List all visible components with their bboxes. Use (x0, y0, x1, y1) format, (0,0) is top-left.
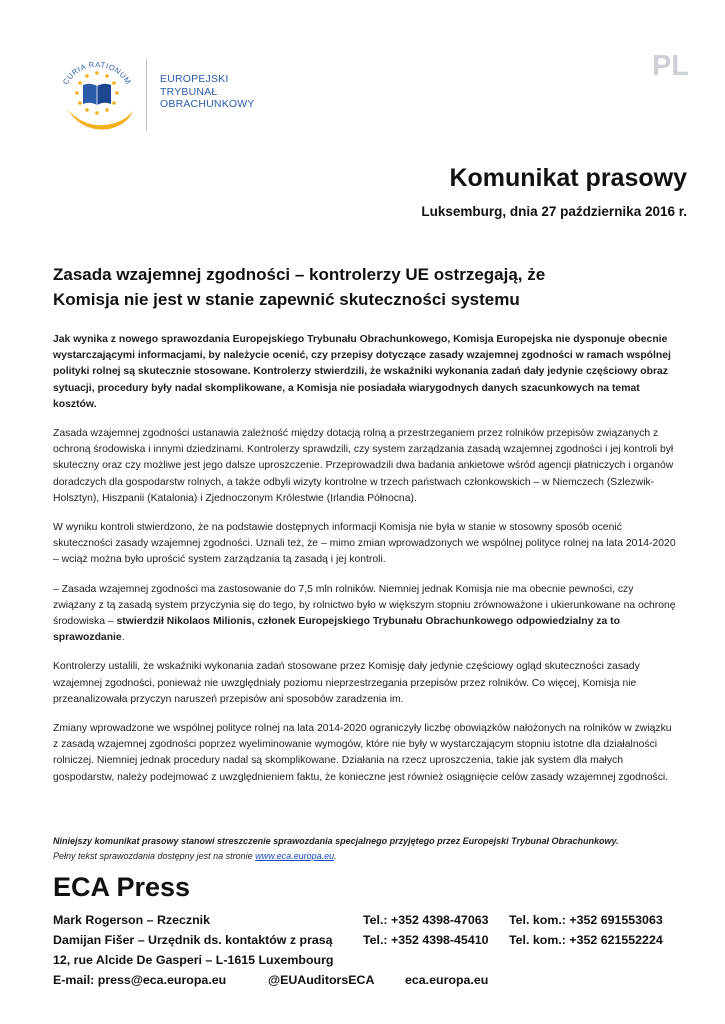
paragraph-3 (53, 582, 677, 647)
headline-line-1: Zasada wzajemnej zgodności – kontrolerzy UE ostrzegają, że (53, 265, 546, 284)
logo-ring-text: CURIA RATIONUM (60, 59, 134, 87)
website-link[interactable]: eca.europa.eu (405, 973, 489, 987)
contact-mobile[interactable]: Tel. kom.: +352 621552224 (509, 933, 663, 947)
org-name-line-3: OBRACHUNKOWY (160, 98, 255, 110)
twitter-handle[interactable]: @EUAuditorsECA (268, 973, 375, 987)
contact-row (53, 910, 683, 930)
contact-heading: ECA Press (53, 872, 191, 902)
contact-phone[interactable]: Tel.: +352 4398-47063 (363, 913, 489, 927)
contact-name: Mark Rogerson – Rzecznik (53, 913, 210, 927)
address-row (53, 950, 683, 970)
paragraph-2: W wyniku kontroli stwierdzono, że na podstawie dostępnych informacji Komisja nie była w stanie w stosowny sposób ocenić skuteczności zasady wzajemnej zgodności. Uznali też, że – mimo zmian wprowadzonych we wspólnej polityce rolnej na lata 2014-2020 – wciąż można było uprościć system zarządzania tą zasadą i jej kontroli. (53, 522, 676, 566)
org-name (160, 73, 255, 111)
contact-phone[interactable]: Tel.: +352 4398-45410 (363, 933, 489, 947)
headline (53, 262, 673, 312)
org-name-line-2: TRYBUNAŁ (160, 85, 218, 98)
open-book-icon (83, 84, 111, 105)
quote-end: . (121, 632, 125, 644)
quote-attribution: stwierdził Nikolaos Milionis, członek Europejskiego Trybunału Obrachunkowego odpowiedzialny za to sprawozdanie (53, 616, 620, 644)
note-prefix: Pełny tekst sprawozdania dostępny jest na stronie (53, 851, 253, 861)
contact-mobile[interactable]: Tel. kom.: +352 691553063 (509, 913, 663, 927)
online-contacts-row (53, 970, 683, 990)
body-text (53, 332, 677, 799)
report-link[interactable]: www.eca.europa.eu (255, 851, 335, 861)
editor-note (53, 834, 677, 864)
note-suffix: . (334, 851, 337, 861)
gold-swoosh-icon (67, 109, 133, 130)
paragraph-1: Zasada wzajemnej zgodności ustanawia zależność między dotacją rolną a przestrzeganiem przez rolników przepisów związanych z ochroną środowiska i innymi dziedzinami. Kontrolerzy sprawdzili, czy system zarządzania zasadą wzajemnej zgodności i jej kontroli był skuteczny oraz czy możliwe jest jego dalsze uproszczenie. Przeprowadzili dwa badania ankietowe wśród agencji płatniczych i organów doradczych dla gospodarstw rolnych, a także odbyli wizyty kontrolne w trzech państwach członkowskich – w Niemczech (Szlezwik-Holsztyn), Hiszpanii (Katalonia) i Zjednoczonym Królestwie (Irlandia Północna). (53, 428, 674, 504)
lead-paragraph: Jak wynika z nowego sprawozdania Europejskiego Trybunału Obrachunkowego, Komisja Europejska nie dysponuje obecnie wystarczającymi informacjami, by należycie ocenić, czy przepisy dotyczące zasady wzajemnej zgodności w ramach wspólnej polityki rolnej są skutecznie stosowane. Kontrolerzy stwierdzili, że wskaźniki wykonania zadań dały jedynie częściowy obraz sytuacji, procedury były nadal skomplikowane, a Komisja nie posiadała wiarygodnych danych szacunkowych na temat kosztów. (53, 334, 671, 410)
note-line-1: Niniejszy komunikat prasowy stanowi streszczenie sprawozdania specjalnego przyjętego przez Europejski Trybunał Obrachunkowy. (53, 836, 619, 846)
eca-logo-emblem (53, 49, 141, 137)
paragraph-5: Zmiany wprowadzone we wspólnej polityce rolnej na lata 2014-2020 ograniczyły liczbę obowiązków nałożonych na rolników w związku z zasadą wzajemnej zgodności poprzez wyeliminowanie wymogów, które nie były w wystarczającym stopniu istotne dla działalności rolniczej. Niemniej jednak procedury nadal są skomplikowane. Działania na rzecz uproszczenia, takie jak system dla małych gospodarstw, należy podejmować z uwzględnieniem faktu, że konieczne jest również osiągnięcie celów zasady wzajemnej zgodności. (53, 723, 672, 783)
postal-address: 12, rue Alcide De Gasperi – L-1615 Luxembourg (53, 953, 334, 967)
press-date: Luksemburg, dnia 27 października 2016 r. (421, 204, 687, 219)
contact-name: Damijan Fišer – Urzędnik ds. kontaktów z prasą (53, 933, 333, 947)
headline-line-2: Komisja nie jest w stanie zapewnić skuteczności systemu (53, 290, 520, 309)
logo-divider (146, 59, 147, 131)
paragraph-4: Kontrolerzy ustalili, że wskaźniki wykonania zadań stosowane przez Komisję dały jedynie częściowy ogląd skuteczności zasady wzajemnej zgodności, ponieważ nie uwzględniały poziomu nieprzestrzegania przepisów przez rolników. Co więcej, Komisja nie przeanalizowała przyczyn naruszeń przepisów ani sposobów zaradzenia im. (53, 661, 640, 705)
note-line-2 (53, 849, 677, 864)
contact-row (53, 930, 683, 950)
page-title: Komunikat prasowy (449, 164, 687, 192)
quote-text: – Zasada wzajemnej zgodności ma zastosowanie do 7,5 mln rolników. Niemniej jednak Komisja nie ma obecnie pewności, czy związany z tą zasadą system przyczynia się do tego, by rolnictwo było w większym stopniu zrównoważone i ukierunkowane na ochronę środowiska – (53, 583, 676, 628)
language-code: PL (651, 50, 689, 82)
org-name-line-1: EUROPEJSKI (160, 73, 229, 85)
email-contact[interactable]: E-mail: press@eca.europa.eu (53, 973, 227, 987)
contact-block (53, 910, 683, 990)
